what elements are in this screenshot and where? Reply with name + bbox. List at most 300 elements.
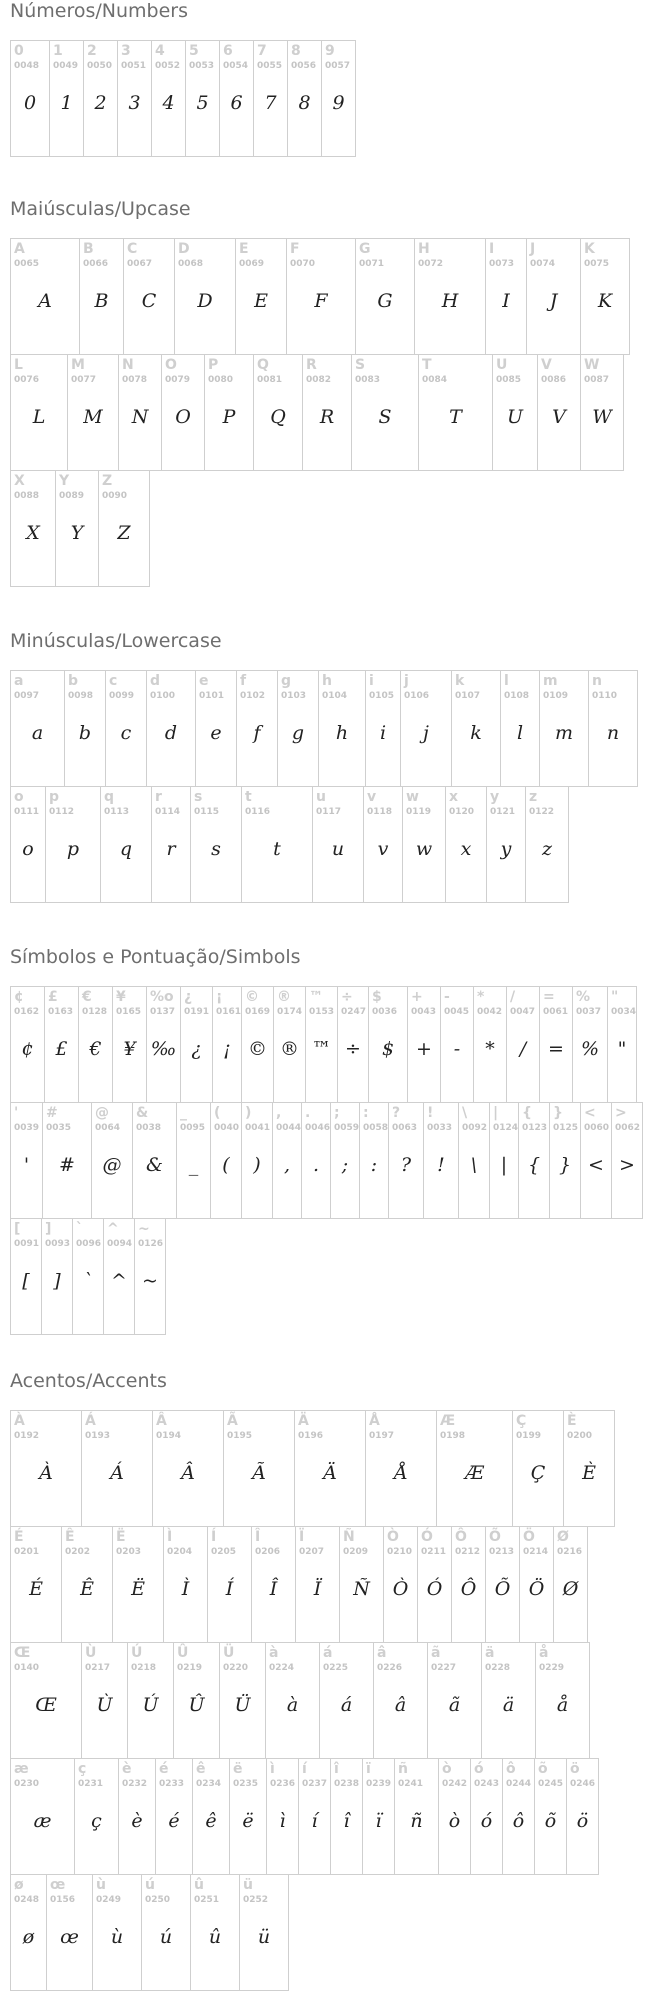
glyph-label: Ó	[421, 1529, 433, 1545]
glyph-sample: Œ	[35, 1694, 57, 1716]
glyph-code: 0101	[199, 691, 225, 701]
glyph-code: 0125	[553, 1123, 579, 1133]
glyph-label: ¿	[184, 989, 193, 1005]
glyph-sample: ê	[205, 1810, 217, 1832]
glyph-code: 0232	[122, 1779, 148, 1789]
glyph-sample: b	[78, 722, 92, 744]
glyph-sample: G	[377, 290, 393, 312]
glyph-row	[10, 471, 150, 587]
glyph-cell	[265, 1642, 320, 1759]
glyph-code: 0104	[322, 691, 348, 701]
glyph-row	[10, 1103, 643, 1219]
glyph-code: 0108	[504, 691, 530, 701]
glyph-cell	[417, 1526, 452, 1643]
glyph-row	[10, 1527, 588, 1643]
glyph-code: 0109	[543, 691, 569, 701]
glyph-label: Ä	[298, 1413, 309, 1429]
glyph-sample: B	[94, 290, 109, 312]
glyph-label: X	[14, 473, 25, 489]
glyph-code: 0114	[155, 807, 181, 817]
glyph-code: 0239	[366, 1779, 392, 1789]
glyph-sample: h	[335, 722, 349, 744]
glyph-code: 0111	[14, 807, 40, 817]
glyph-code: 0040	[214, 1123, 240, 1133]
glyph-label: e	[199, 673, 209, 689]
glyph-label: ø	[14, 1877, 24, 1893]
glyph-sample: L	[32, 406, 46, 428]
glyph-cell	[118, 354, 162, 471]
glyph-cell	[10, 1218, 42, 1335]
glyph-code: 0137	[150, 1007, 176, 1017]
glyph-cell	[287, 40, 322, 157]
glyph-label: ,	[276, 1105, 282, 1121]
glyph-label: -	[444, 989, 450, 1005]
glyph-code: 0218	[131, 1663, 157, 1673]
glyph-code: 0126	[138, 1239, 164, 1249]
glyph-sample: w	[415, 838, 433, 860]
glyph-sample: j	[423, 722, 429, 744]
glyph-cell	[607, 986, 637, 1103]
glyph-code: 0067	[127, 259, 153, 269]
glyph-code: 0217	[85, 1663, 111, 1673]
glyph-code: 0054	[223, 61, 249, 71]
glyph-code: 0059	[334, 1123, 360, 1133]
glyph-cell	[458, 1102, 490, 1219]
glyph-sample: O	[175, 406, 191, 428]
glyph-sample: f	[253, 722, 261, 744]
glyph-sample: c	[120, 722, 132, 744]
glyph-sample: ?	[400, 1154, 412, 1176]
glyph-cell	[549, 1102, 581, 1219]
glyph-cell	[176, 1102, 211, 1219]
glyph-cell	[64, 670, 106, 787]
glyph-sample: |	[500, 1154, 508, 1176]
glyph-code: 0118	[367, 807, 393, 817]
glyph-code: 0250	[145, 1895, 171, 1905]
glyph-sample: Ã	[252, 1462, 266, 1484]
glyph-code: 0112	[49, 807, 75, 817]
glyph-label: s	[194, 789, 203, 805]
glyph-label: *	[477, 989, 485, 1005]
glyph-label: 0	[14, 43, 24, 59]
glyph-code: 0201	[14, 1547, 40, 1557]
glyph-sample: Ó	[426, 1578, 443, 1600]
glyph-cell	[537, 354, 581, 471]
glyph-cell	[10, 470, 56, 587]
glyph-cell	[46, 1874, 93, 1991]
glyph-label: {	[522, 1105, 532, 1121]
glyph-sample: Û	[188, 1694, 205, 1716]
glyph-cell	[273, 986, 306, 1103]
glyph-label: Æ	[440, 1413, 456, 1429]
glyph-cell	[302, 354, 352, 471]
glyph-code: 0246	[570, 1779, 596, 1789]
glyph-label: ™	[309, 989, 323, 1005]
glyph-label: +	[411, 989, 423, 1005]
glyph-cell	[301, 1102, 331, 1219]
glyph-cell	[190, 786, 242, 903]
glyph-label: Ñ	[343, 1529, 355, 1545]
glyph-label: Ø	[557, 1529, 569, 1545]
glyph-code: 0233	[159, 1779, 185, 1789]
glyph-cell	[10, 1102, 43, 1219]
section-title: Símbolos e Pontuação/Simbols	[10, 946, 301, 968]
glyph-cell	[112, 1526, 164, 1643]
glyph-cell	[539, 670, 589, 787]
glyph-cell	[266, 1758, 299, 1875]
glyph-sample: -	[453, 1038, 461, 1060]
glyph-row	[10, 1875, 289, 1991]
glyph-cell	[486, 786, 526, 903]
glyph-label: _	[180, 1105, 187, 1121]
glyph-sample: _	[188, 1154, 199, 1176]
glyph-cell	[418, 354, 493, 471]
glyph-cell	[173, 1642, 220, 1759]
glyph-label: Ï	[299, 1529, 305, 1545]
glyph-label: ^	[107, 1221, 119, 1237]
glyph-cell	[436, 1410, 513, 1527]
glyph-label: Á	[85, 1413, 96, 1429]
glyph-cell	[572, 986, 608, 1103]
glyph-cell	[272, 1102, 302, 1219]
glyph-sample: 2	[94, 92, 107, 114]
glyph-label: J	[530, 241, 536, 257]
glyph-label: o	[14, 789, 24, 805]
glyph-cell	[81, 1642, 128, 1759]
glyph-label: `	[76, 1221, 83, 1237]
glyph-row	[10, 787, 569, 903]
glyph-cell	[427, 1642, 482, 1759]
glyph-label: @	[95, 1105, 109, 1121]
glyph-cell	[105, 670, 147, 787]
glyph-sample: £	[55, 1038, 68, 1060]
glyph-code: 0241	[398, 1779, 424, 1789]
glyph-sample: ]	[53, 1270, 61, 1292]
glyph-sample: #	[59, 1154, 75, 1176]
glyph-cell	[223, 1410, 295, 1527]
glyph-sample: Ñ	[353, 1578, 370, 1600]
glyph-code: 0243	[474, 1779, 500, 1789]
glyph-sample: ø	[22, 1926, 35, 1948]
glyph-sample: [	[22, 1270, 30, 1292]
glyph-code: 0045	[444, 1007, 470, 1017]
glyph-cell	[383, 1526, 418, 1643]
glyph-code: 0249	[96, 1895, 122, 1905]
glyph-sample: u	[331, 838, 345, 860]
glyph-label: £	[48, 989, 58, 1005]
glyph-sample: ÷	[345, 1038, 361, 1060]
glyph-code: 0048	[14, 61, 40, 71]
glyph-label: œ	[50, 1877, 66, 1893]
glyph-code: 0235	[233, 1779, 259, 1789]
glyph-label: 3	[121, 43, 131, 59]
glyph-label: a	[14, 673, 24, 689]
glyph-sample: Å	[394, 1462, 408, 1484]
glyph-sample: à	[286, 1694, 299, 1716]
glyph-sample: À	[39, 1462, 53, 1484]
glyph-sample: ,	[283, 1154, 291, 1176]
glyph-label: .	[305, 1105, 311, 1121]
glyph-cell	[563, 1410, 615, 1527]
glyph-code: 0203	[116, 1547, 142, 1557]
glyph-sample: Æ	[464, 1462, 485, 1484]
glyph-label: ç	[78, 1761, 87, 1777]
glyph-cell	[394, 1758, 439, 1875]
glyph-cell	[79, 238, 124, 355]
glyph-code: 0039	[14, 1123, 40, 1133]
glyph-cell	[241, 786, 313, 903]
glyph-sample: i	[379, 722, 387, 744]
glyph-label: !	[427, 1105, 434, 1121]
glyph-sample: }	[558, 1154, 572, 1176]
glyph-sample: ô	[512, 1810, 525, 1832]
glyph-cell	[151, 40, 186, 157]
glyph-sample: ¿	[191, 1038, 202, 1060]
glyph-label: x	[449, 789, 459, 805]
glyph-cell	[67, 354, 119, 471]
glyph-sample: {	[527, 1154, 541, 1176]
glyph-label: ?	[392, 1105, 401, 1121]
glyph-label: ;	[334, 1105, 340, 1121]
glyph-code: 0043	[411, 1007, 437, 1017]
glyph-code: 0219	[177, 1663, 203, 1673]
glyph-code: 0066	[83, 259, 109, 269]
glyph-code: 0110	[592, 691, 618, 701]
glyph-sample: È	[582, 1462, 596, 1484]
glyph-code: 0087	[584, 375, 610, 385]
glyph-code: 0252	[243, 1895, 269, 1905]
glyph-code: 0080	[208, 375, 234, 385]
glyph-sample: ‰	[150, 1038, 177, 1060]
glyph-code: 0078	[122, 375, 148, 385]
glyph-cell	[518, 1102, 550, 1219]
glyph-code: 0202	[65, 1547, 91, 1557]
glyph-code: 0056	[291, 61, 317, 71]
glyph-code: 0121	[490, 807, 516, 817]
glyph-code: 0071	[359, 259, 385, 269]
glyph-cell	[526, 238, 581, 355]
glyph-cell	[192, 1758, 230, 1875]
glyph-code: 0106	[404, 691, 430, 701]
glyph-sample: 9	[332, 92, 345, 114]
glyph-cell	[195, 670, 237, 787]
glyph-sample: +	[416, 1038, 432, 1060]
glyph-label: M	[71, 357, 85, 373]
glyph-label: G	[359, 241, 371, 257]
glyph-cell	[134, 1218, 166, 1335]
glyph-cell	[298, 1758, 331, 1875]
glyph-sample: l	[516, 722, 524, 744]
glyph-label: ä	[485, 1645, 495, 1661]
glyph-code: 0041	[245, 1123, 271, 1133]
glyph-cell	[10, 1642, 82, 1759]
glyph-cell	[74, 1758, 119, 1875]
glyph-cell	[204, 354, 254, 471]
glyph-label: Y	[59, 473, 70, 489]
glyph-label: D	[178, 241, 190, 257]
glyph-cell	[55, 470, 99, 587]
glyph-cell	[388, 1102, 424, 1219]
glyph-cell	[10, 354, 68, 471]
glyph-cell	[163, 1526, 208, 1643]
section-title: Acentos/Accents	[10, 1370, 167, 1392]
glyph-cell	[351, 354, 419, 471]
glyph-sample: Ø	[562, 1578, 579, 1600]
glyph-sample: 4	[162, 92, 175, 114]
glyph-sample: Ä	[323, 1462, 337, 1484]
glyph-cell	[502, 1758, 535, 1875]
glyph-row	[10, 671, 638, 787]
glyph-code: 0192	[14, 1431, 40, 1441]
glyph-code: 0120	[449, 807, 475, 817]
glyph-label: ë	[233, 1761, 243, 1777]
glyph-code: 0153	[309, 1007, 335, 1017]
glyph-sample: ï	[375, 1810, 382, 1832]
glyph-code: 0220	[223, 1663, 249, 1673]
glyph-cell	[402, 786, 446, 903]
glyph-label: 8	[291, 43, 301, 59]
glyph-sample: Ï	[313, 1578, 322, 1600]
glyph-label: /	[510, 989, 516, 1005]
glyph-sample: =	[548, 1038, 564, 1060]
glyph-cell	[588, 670, 638, 787]
glyph-sample: *	[485, 1038, 495, 1060]
glyph-sample: q	[119, 838, 133, 860]
glyph-label: Ü	[223, 1645, 235, 1661]
glyph-label: 7	[257, 43, 267, 59]
glyph-label: W	[584, 357, 600, 373]
glyph-code: 0248	[14, 1895, 40, 1905]
glyph-code: 0123	[522, 1123, 548, 1133]
glyph-label: m	[543, 673, 558, 689]
glyph-sample: €	[89, 1038, 102, 1060]
glyph-cell	[10, 1526, 62, 1643]
glyph-code: 0102	[240, 691, 266, 701]
glyph-label: í	[302, 1761, 307, 1777]
glyph-code: 0228	[485, 1663, 511, 1673]
glyph-sample: ~	[142, 1270, 158, 1292]
glyph-code: 0094	[107, 1239, 133, 1249]
glyph-label: ó	[474, 1761, 484, 1777]
glyph-label: 1	[53, 43, 63, 59]
glyph-cell	[92, 1874, 142, 1991]
glyph-cell	[241, 1102, 273, 1219]
glyph-label: €	[82, 989, 92, 1005]
glyph-sample: Ô	[460, 1578, 477, 1600]
glyph-label: f	[240, 673, 247, 689]
glyph-label: É	[14, 1529, 24, 1545]
glyph-sample: )	[253, 1154, 261, 1176]
glyph-label: Ò	[387, 1529, 399, 1545]
glyph-sample: I	[502, 290, 510, 312]
glyph-sample: r	[166, 838, 176, 860]
glyph-label: ¢	[14, 989, 24, 1005]
glyph-label: õ	[538, 1761, 548, 1777]
glyph-label: Ê	[65, 1529, 75, 1545]
glyph-row	[10, 1219, 166, 1335]
glyph-code: 0060	[584, 1123, 610, 1133]
glyph-label: Q	[257, 357, 269, 373]
glyph-sample: A	[38, 290, 52, 312]
glyph-sample: z	[541, 838, 552, 860]
glyph-cell	[42, 1102, 92, 1219]
glyph-code: 0206	[255, 1547, 281, 1557]
glyph-code: 0198	[440, 1431, 466, 1441]
glyph-cell	[534, 1758, 567, 1875]
glyph-sample: \	[470, 1154, 478, 1176]
glyph-sample: ë	[242, 1810, 254, 1832]
glyph-sample: Õ	[494, 1578, 511, 1600]
glyph-cell	[305, 986, 338, 1103]
glyph-sample: .	[312, 1154, 320, 1176]
glyph-code: 0103	[281, 691, 307, 701]
glyph-sample: Ù	[96, 1694, 113, 1716]
glyph-label: K	[584, 241, 595, 257]
glyph-code: 0196	[298, 1431, 324, 1441]
glyph-code: 0117	[316, 807, 342, 817]
glyph-label: L	[14, 357, 23, 373]
glyph-cell	[277, 670, 319, 787]
glyph-label: á	[323, 1645, 333, 1661]
glyph-cell	[253, 354, 303, 471]
glyph-sample: D	[197, 290, 213, 312]
glyph-cell	[580, 238, 630, 355]
glyph-cell	[41, 1218, 73, 1335]
glyph-code: 0099	[109, 691, 135, 701]
glyph-code: 0140	[14, 1663, 40, 1673]
glyph-sample: ;	[341, 1154, 349, 1176]
glyph-code: 0210	[387, 1547, 413, 1557]
glyph-label: r	[155, 789, 162, 805]
glyph-cell	[423, 1102, 459, 1219]
glyph-sample: s	[211, 838, 221, 860]
glyph-label: ~	[138, 1221, 150, 1237]
glyph-cell	[485, 1526, 520, 1643]
glyph-sample: ü	[257, 1926, 271, 1948]
glyph-label: â	[377, 1645, 387, 1661]
glyph-sample: F	[314, 290, 328, 312]
glyph-code: 0216	[557, 1547, 583, 1557]
glyph-cell	[492, 354, 538, 471]
glyph-row	[10, 41, 356, 157]
glyph-label: |	[493, 1105, 499, 1121]
glyph-label: î	[334, 1761, 339, 1777]
glyph-sample: ó	[480, 1810, 493, 1832]
glyph-code: 0242	[442, 1779, 468, 1789]
glyph-code: 0113	[104, 807, 130, 817]
glyph-cell	[185, 40, 220, 157]
glyph-sample: å	[556, 1694, 569, 1716]
glyph-sample: Ú	[142, 1694, 159, 1716]
glyph-label: g	[281, 673, 292, 689]
glyph-code: 0116	[245, 807, 271, 817]
glyph-sample: ù	[110, 1926, 124, 1948]
glyph-sample: >	[619, 1154, 635, 1176]
glyph-cell	[359, 1102, 389, 1219]
glyph-sample: Á	[110, 1462, 124, 1484]
glyph-code: 0077	[71, 375, 97, 385]
glyph-code: 0093	[45, 1239, 71, 1249]
glyph-sample: m	[554, 722, 574, 744]
glyph-row	[10, 1759, 599, 1875]
glyph-sample: 0	[23, 92, 37, 114]
glyph-code: 0122	[529, 807, 555, 817]
glyph-code: 0200	[567, 1431, 593, 1441]
glyph-code: 0229	[539, 1663, 565, 1673]
glyph-cell	[152, 1410, 224, 1527]
glyph-code: 0245	[538, 1779, 564, 1789]
glyph-code: 0038	[136, 1123, 162, 1133]
